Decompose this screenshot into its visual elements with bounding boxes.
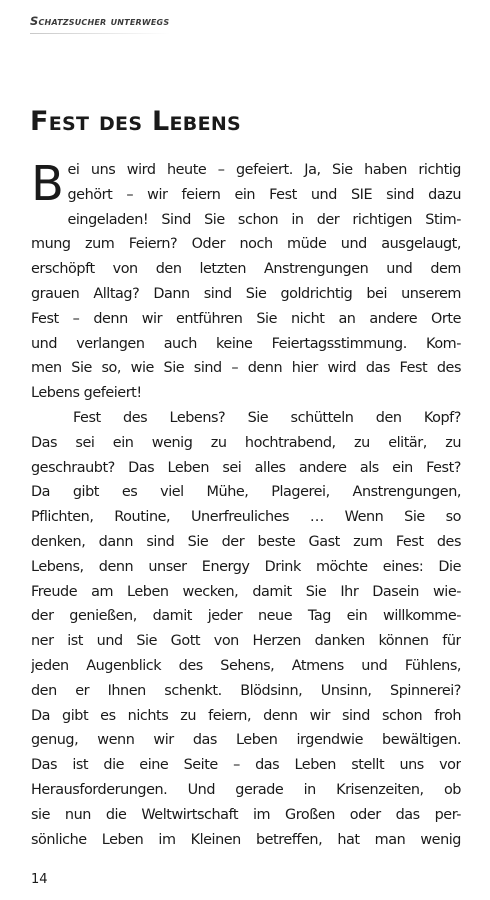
text-line: Das ist die eine Seite – das Leben stellt uns vor xyxy=(31,757,461,774)
text-line: denken, dann sind Sie der beste Gast zum Fest des xyxy=(31,533,461,550)
text-line: jeden Augenblick des Sehens, Atmens und Fühlens, xyxy=(31,657,461,674)
text-line: genug, wenn wir das Leben irgendwie bewältigen. xyxy=(31,732,461,749)
text-line: geschraubt? Das Leben sei alles andere als ein Fest? xyxy=(31,459,461,476)
text-line: Lebens, denn unser Energy Drink möchte eines: Die xyxy=(31,558,461,575)
text-line: ner ist und Sie Gott von Herzen danken können für xyxy=(31,633,461,650)
text-line: Pflichten, Routine, Unerfreuliches … Wenn Sie so xyxy=(31,509,461,526)
text-line: erschöpft von den letzten Anstrengungen und dem xyxy=(31,261,461,278)
text-line: ei uns wird heute – gefeiert. Ja, Sie haben richtig xyxy=(67,162,461,178)
text-line: Fest – denn wir entführen Sie nicht an andere Orte xyxy=(31,310,461,327)
text-line: Freude am Leben wecken, damit Sie Ihr Dasein wie- xyxy=(31,583,461,600)
text-line: Herausforderungen. Und gerade in Krisenzeiten, ob xyxy=(31,781,461,798)
text-line: eingeladen! Sind Sie schon in der richtigen Stim- xyxy=(67,211,461,228)
text-line: Da gibt es viel Mühe, Plagerei, Anstrengungen, xyxy=(31,484,461,501)
text-line: sönliche Leben im Kleinen betreffen, hat man wenig xyxy=(31,831,461,848)
text-line: Fest des Lebens? Sie schütteln den Kopf? xyxy=(73,409,461,426)
page-number: 14 xyxy=(31,872,48,887)
text-line: Da gibt es nichts zu feiern, denn wir sind schon froh xyxy=(31,707,461,724)
running-header: Schatzsucher unterwegs xyxy=(30,14,170,28)
text-line: gehört – wir feiern ein Fest und SIE sind dazu xyxy=(67,186,461,203)
text-line: grauen Alltag? Dann sind Sie goldrichtig bei unserem xyxy=(31,285,461,302)
text-line: men Sie so, wie Sie sind – denn hier wird das Fest des xyxy=(31,360,461,377)
text-line: sie nun die Weltwirtschaft im Großen oder das per- xyxy=(31,806,461,823)
text-line: und verlangen auch keine Feiertagsstimmung. Kom- xyxy=(31,335,461,352)
header-rule xyxy=(30,33,170,34)
text-line: den er Ihnen schenkt. Blödsinn, Unsinn, Spinnerei? xyxy=(31,682,461,699)
text-line: Lebens gefeiert! xyxy=(31,385,142,402)
body-text xyxy=(31,158,461,852)
text-line: Das sei ein wenig zu hochtrabend, zu elitär, zu xyxy=(31,434,461,451)
dropcap-letter: B xyxy=(31,156,64,212)
text-line: mung zum Feiern? Oder noch müde und ausgelaugt, xyxy=(31,236,461,253)
text-line: der genießen, damit jeder neue Tag ein willkomme- xyxy=(31,608,461,625)
chapter-title: Fest des Lebens xyxy=(30,106,242,137)
